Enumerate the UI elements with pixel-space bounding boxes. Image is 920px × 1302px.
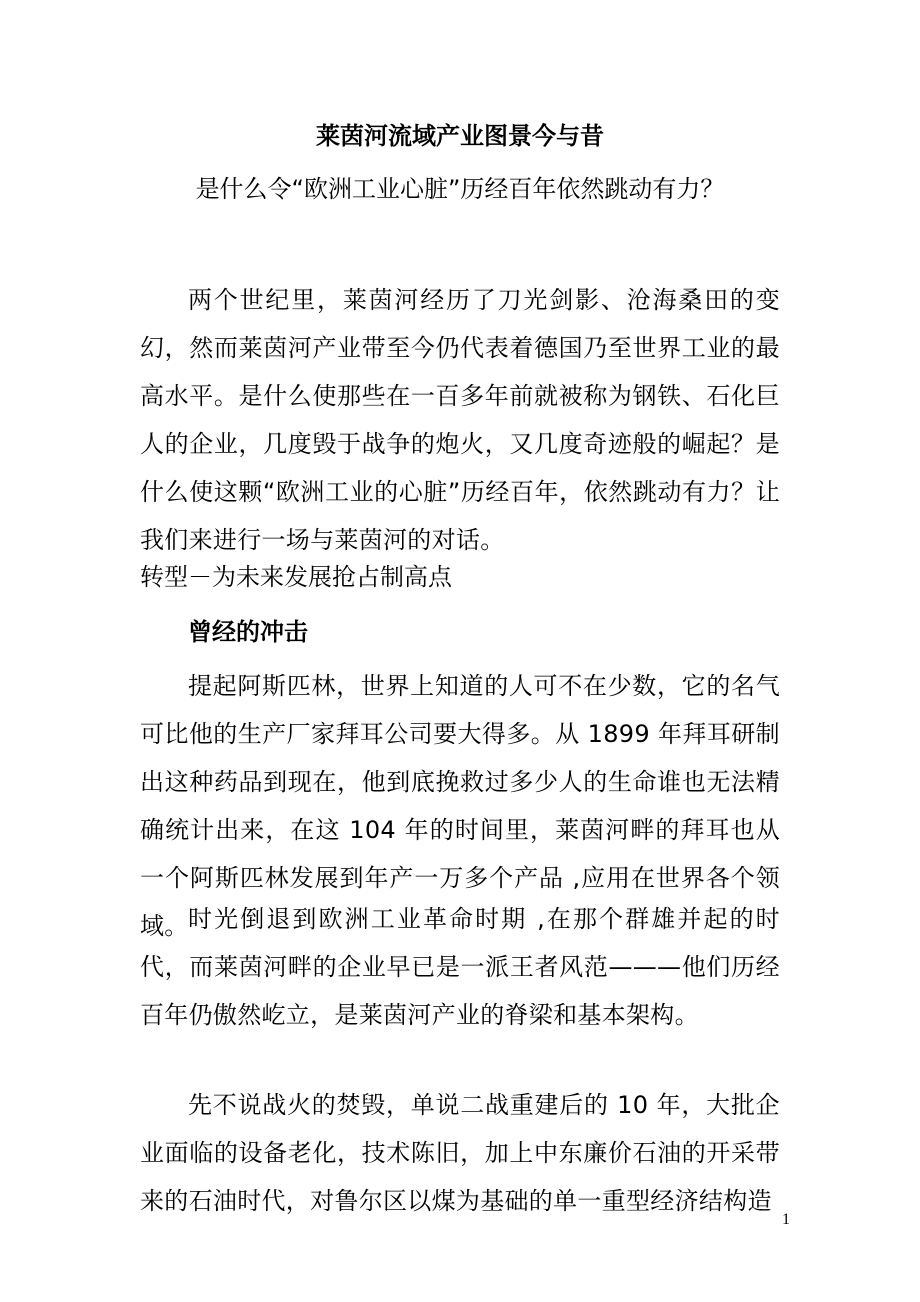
body-paragraph-3: 先不说战火的焚毁，单说二战重建后的 10 年，大批企业面临的设备老化，技术陈旧，加上中东廉价石油的开采带来的石油时代，对鲁尔区以煤为基础的单一重型经济结构造 — [140, 1091, 780, 1215]
body-paragraph-1: 提起阿斯匹林，世界上知道的人可不在少数，它的名气可比他的生产厂家拜耳公司要大得多。从 1899 年拜耳研制出这种药品到现在，他到底挽救过多少人的生命谁也无法精确统计出来，在这 104 年的时间里，莱茵河畔的拜耳也从一个阿斯匹林发展到年产一万多个产品 ,应用在世界各个领域。 — [140, 672, 780, 940]
section-heading: 转型－为未来发展抢占制高点 — [140, 563, 452, 591]
document-title: 莱茵河流域产业图景今与昔 — [316, 122, 604, 150]
body-paragraph-2: 时光倒退到欧洲工业革命时期 ,在那个群雄并起的时代，而莱茵河畔的企业早已是一派王者风范———他们历经百年仍傲然屹立，是莱茵河产业的脊梁和基本架构。 — [140, 905, 780, 1029]
page-number: 1 — [782, 1211, 790, 1228]
subsection-heading: 曾经的冲击 — [188, 618, 308, 646]
document-subtitle: 是什么令“欧洲工业心脏”历经百年依然跳动有力？ — [195, 175, 725, 203]
intro-paragraph: 两个世纪里，莱茵河经历了刀光剑影、沧海桑田的变幻，然而莱茵河产业带至今仍代表着德国乃至世界工业的最高水平。是什么使那些在一百多年前就被称为钢铁、石化巨人的企业，几度毁于战争的炮火，又几度奇迹般的崛起？是什么使这颗“欧洲工业的心脏”历经百年，依然跳动有力？让我们来进行一场与莱茵河的对话。 — [140, 286, 780, 554]
